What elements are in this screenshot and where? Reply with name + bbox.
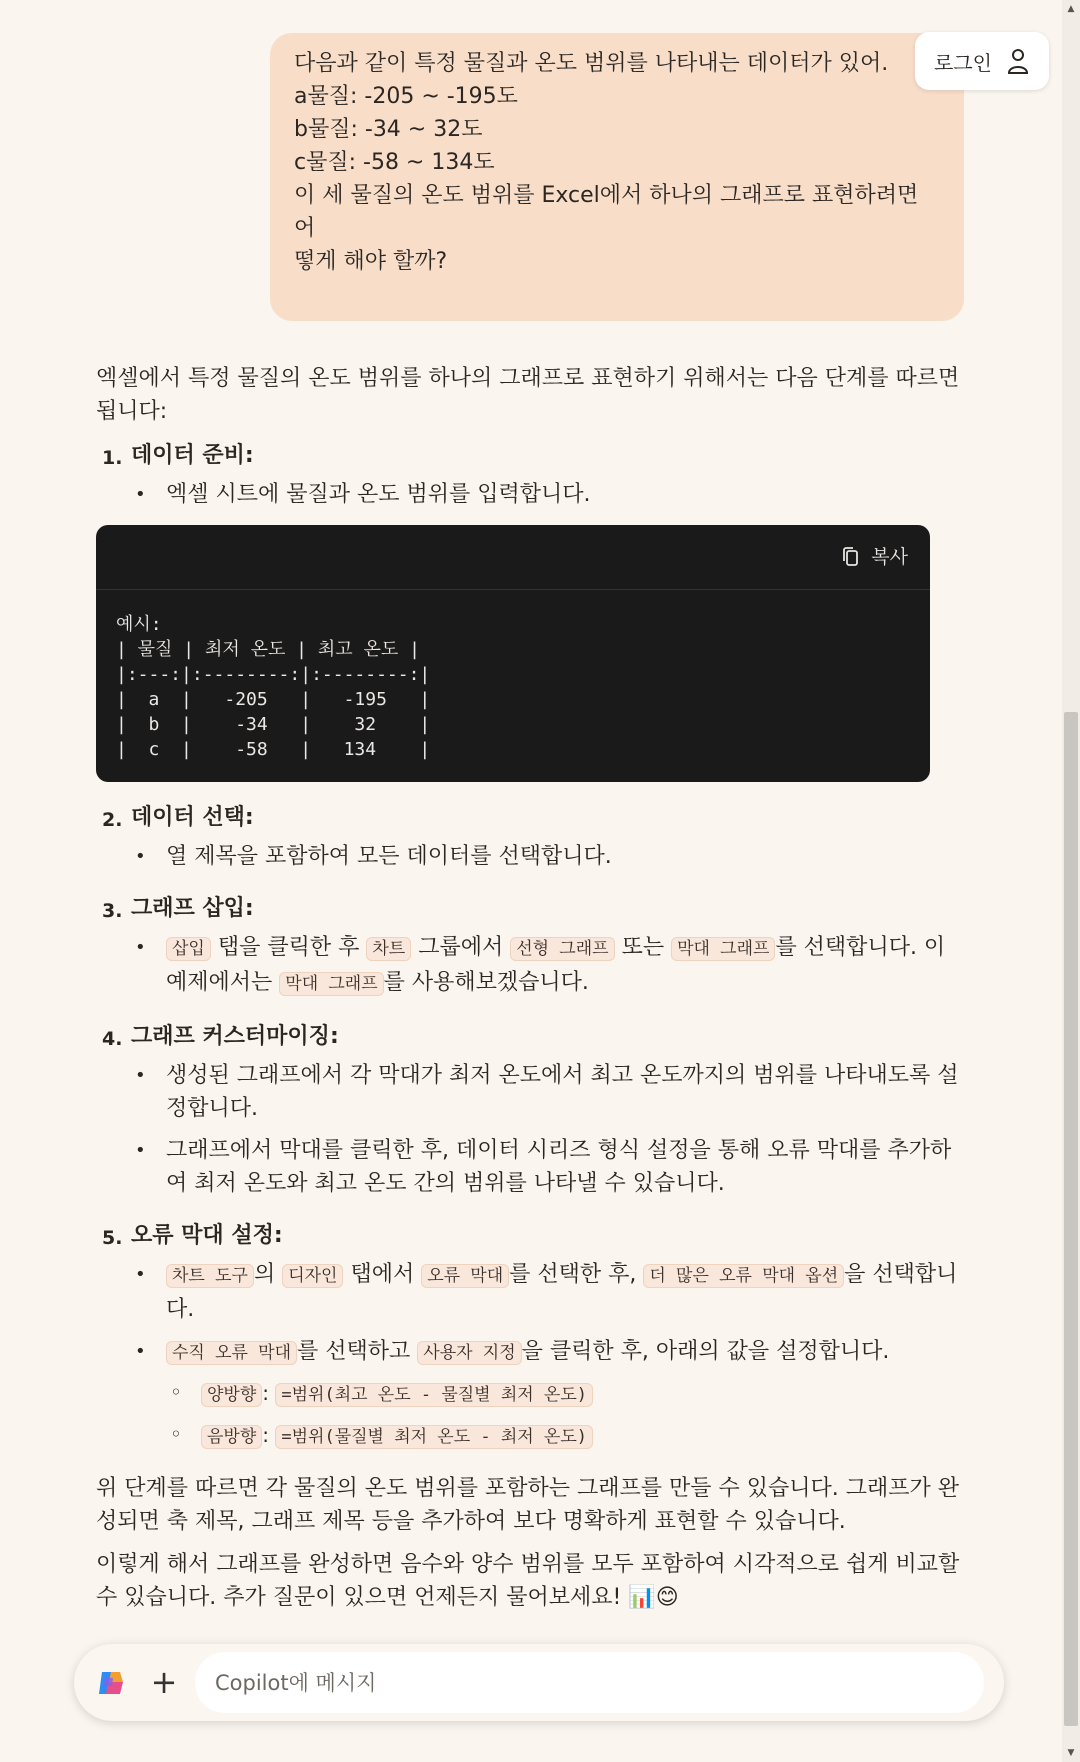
inline-code: =범위(최고 온도 - 물질별 최저 온도): [275, 1383, 593, 1407]
scroll-down-arrow-icon[interactable]: ▼: [1067, 1748, 1075, 1758]
step-bullet: • 수직 오류 막대 를 선택하고 사용자 지정 을 클릭한 후, 아래의 값을 설정합니다. ◦ 양방향 : =범위(최고 온도 - 물질별 최저 온도) ◦ 음방향 : =범위(물질별 최저 온도 - 최저 온도): [131, 1335, 960, 1452]
copy-label: 복사: [871, 545, 908, 568]
assistant-answer: [96, 362, 960, 1614]
step-bullet: • 엑셀 시트에 물질과 온도 범위를 입력합니다.: [131, 478, 960, 511]
user-message-line: 떻게 해야 할까?: [294, 249, 448, 274]
inline-code: 양방향: [201, 1383, 262, 1407]
login-button[interactable]: [915, 32, 1049, 90]
step-title: 데이터 준비:: [131, 443, 254, 468]
inline-code: 선형 그래프: [510, 937, 614, 961]
step-3: [96, 893, 960, 1001]
step-bullet: • 차트 도구 의 디자인 탭에서 오류 막대 를 선택한 후, 더 많은 오류 막대 옵션 을 선택합니다.: [131, 1258, 960, 1326]
step-5: [96, 1220, 960, 1452]
step-bullet: • 삽입 탭을 클릭한 후 차트 그룹에서 선형 그래프 또는 막대 그래프 를 선택합니다. 이 예제에서는 막대 그래프 를 사용해보겠습니다.: [131, 931, 960, 1001]
copilot-logo-icon: [96, 1668, 126, 1698]
step-title: 데이터 선택:: [131, 805, 254, 830]
inline-code: 차트: [366, 937, 411, 961]
step-number: 1.: [102, 447, 123, 469]
step-4: [96, 1021, 960, 1200]
add-attachment-button[interactable]: [144, 1662, 184, 1702]
inline-code: 차트 도구: [166, 1264, 254, 1288]
code-block: [96, 525, 930, 782]
inline-code: 삽입: [166, 937, 211, 961]
sub-bullet: ◦ 양방향 : =범위(최고 온도 - 물질별 최저 온도): [166, 1378, 960, 1410]
inline-code: 디자인: [282, 1264, 343, 1288]
steps-list: [96, 440, 960, 1452]
plus-icon: +: [150, 1663, 178, 1701]
message-input[interactable]: [195, 1652, 984, 1713]
step-bullet: • 그래프에서 막대를 클릭한 후, 데이터 시리즈 형식 설정을 통해 오류 막대를 추가하여 최저 온도와 최고 온도 간의 범위를 나타낼 수 있습니다.: [131, 1134, 960, 1200]
login-label: 로그인: [934, 50, 992, 75]
inline-code: 음방향: [201, 1425, 262, 1449]
user-message-line: 이 세 물질의 온도 범위를 Excel에서 하나의 그래프로 표현하려면 어: [294, 183, 926, 241]
inline-code: 막대 그래프: [671, 937, 775, 961]
step-bullet: • 열 제목을 포함하여 모든 데이터를 선택합니다.: [131, 840, 960, 873]
inline-code: 오류 막대: [421, 1264, 509, 1288]
step-title: 그래프 커스터마이징:: [131, 1024, 339, 1049]
inline-code: 더 많은 오류 막대 옵션: [643, 1264, 844, 1288]
step-number: 2.: [102, 809, 123, 831]
user-message-bubble: [270, 33, 964, 321]
copy-button[interactable]: [96, 525, 930, 590]
code-content: 예시: | 물질 | 최저 온도 | 최고 온도 | |:---:|:--------:|:--------:| | a | -205 | -195 | | b | -34 | 32 | | c | -58 | 134 |: [116, 614, 431, 760]
step-1: [96, 440, 960, 782]
step-bullet: • 생성된 그래프에서 각 막대가 최저 온도에서 최고 온도까지의 범위를 나타내도록 설정합니다.: [131, 1059, 960, 1125]
inline-code: 막대 그래프: [279, 972, 383, 996]
scrollbar-thumb[interactable]: [1064, 712, 1078, 1726]
answer-outro: 위 단계를 따르면 각 물질의 온도 범위를 포함하는 그래프를 만들 수 있습니다. 그래프가 완성되면 축 제목, 그래프 제목 등을 추가하여 보다 명확하게 표현할 수 있습니다.: [96, 1476, 959, 1534]
inline-code: 사용자 지정: [417, 1341, 521, 1365]
answer-closing: 이렇게 해서 그래프를 완성하면 음수와 양수 범위를 모두 포함하여 시각적으로 쉽게 비교할 수 있습니다. 추가 질문이 있으면 언제든지 물어보세요! 📊😊: [96, 1552, 960, 1610]
step-2: [96, 802, 960, 873]
scroll-up-arrow-icon[interactable]: ▲: [1067, 4, 1075, 14]
step-title: 오류 막대 설정:: [131, 1223, 283, 1248]
sub-bullet: ◦ 음방향 : =범위(물질별 최저 온도 - 최저 온도): [166, 1420, 960, 1452]
step-title: 그래프 삽입:: [131, 896, 254, 921]
message-composer: [74, 1644, 1004, 1721]
answer-intro: 엑셀에서 특정 물질의 온도 범위를 하나의 그래프로 표현하기 위해서는 다음 단계를 따르면 됩니다:: [96, 366, 960, 424]
user-message-line: a물질: -205 ~ -195도: [294, 84, 518, 109]
step-number: 4.: [102, 1028, 123, 1050]
inline-code: 수직 오류 막대: [166, 1341, 297, 1365]
inline-code: =범위(물질별 최저 온도 - 최저 온도): [275, 1425, 593, 1449]
copy-icon: [841, 546, 861, 568]
scrollbar[interactable]: [1062, 0, 1080, 1762]
step-number: 3.: [102, 900, 123, 922]
user-message-line: 다음과 같이 특정 물질과 온도 범위를 나타내는 데이터가 있어.: [294, 51, 889, 76]
user-message-line: b물질: -34 ~ 32도: [294, 117, 483, 142]
step-number: 5.: [102, 1227, 123, 1249]
user-message-line: c물질: -58 ~ 134도: [294, 150, 495, 175]
user-icon: [1006, 47, 1030, 75]
